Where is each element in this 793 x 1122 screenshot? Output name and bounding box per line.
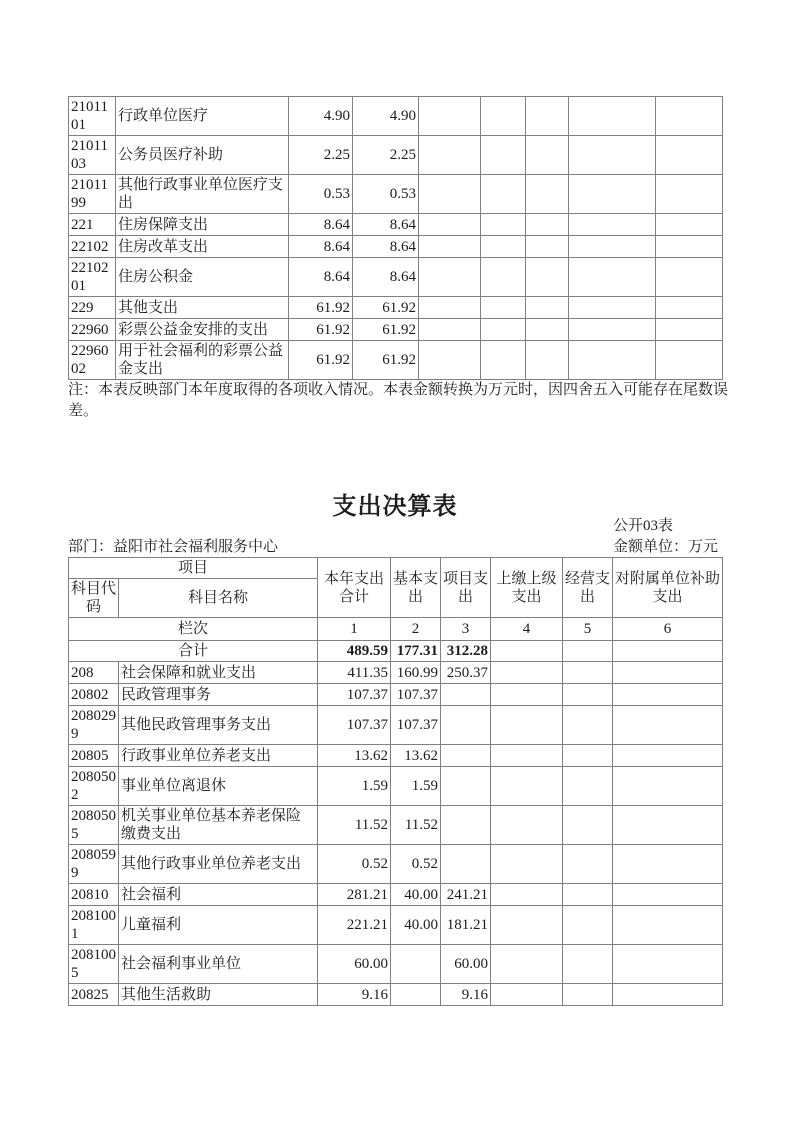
income-table-note: 注：本表反映部门本年度取得的各项收入情况。本表金额转换为万元时，因四舍五入可能存在尾数误差。 (68, 382, 729, 419)
subject-code-cell: 2081001 (69, 906, 119, 945)
value-cell (563, 845, 613, 884)
value-cell (481, 175, 526, 214)
value-cell (656, 214, 723, 236)
value-cell (563, 906, 613, 945)
value-cell (656, 319, 723, 341)
value-cell (441, 706, 491, 745)
value-cell (569, 258, 656, 297)
header-col-subsidy: 对附属单位补助支出 (613, 558, 723, 618)
subject-code-cell: 20805 (69, 745, 119, 767)
value-cell: 8.64 (289, 258, 353, 297)
value-cell (613, 845, 723, 884)
value-cell: 11.52 (391, 806, 441, 845)
header-row-project (69, 558, 723, 579)
subject-code-cell: 208 (69, 662, 119, 684)
subject-name-cell: 住房保障支出 (116, 214, 289, 236)
value-cell: 107.37 (391, 706, 441, 745)
subject-code-cell: 2101101 (69, 97, 116, 136)
value-cell (526, 97, 569, 136)
value-cell (613, 806, 723, 845)
value-cell (613, 984, 723, 1006)
value-cell (569, 297, 656, 319)
value-cell: 8.64 (353, 236, 419, 258)
value-cell: 1.59 (391, 767, 441, 806)
value-cell (526, 214, 569, 236)
table-row (69, 258, 723, 297)
value-cell (419, 297, 481, 319)
value-cell (613, 884, 723, 906)
value-cell: 61.92 (289, 297, 353, 319)
value-cell (656, 136, 723, 175)
table-row (69, 662, 723, 684)
value-cell (569, 319, 656, 341)
value-cell (569, 236, 656, 258)
table-row (69, 341, 723, 380)
value-cell: 250.37 (441, 662, 491, 684)
value-cell: 40.00 (391, 906, 441, 945)
value-cell (441, 767, 491, 806)
value-cell (656, 97, 723, 136)
total-value: 177.31 (391, 641, 441, 662)
value-cell: 107.37 (318, 684, 391, 706)
value-cell (526, 258, 569, 297)
table-row (69, 884, 723, 906)
lane-number: 1 (318, 618, 391, 641)
subject-name-cell: 其他生活救助 (119, 984, 318, 1006)
subject-code-cell: 229 (69, 297, 116, 319)
subject-code-cell: 20810 (69, 884, 119, 906)
value-cell: 0.53 (353, 175, 419, 214)
subject-name-cell: 彩票公益金安排的支出 (116, 319, 289, 341)
value-cell (569, 175, 656, 214)
value-cell (491, 984, 563, 1006)
value-cell (613, 767, 723, 806)
value-cell (491, 945, 563, 984)
value-cell: 61.92 (289, 319, 353, 341)
subject-name-cell: 住房公积金 (116, 258, 289, 297)
subject-name-cell: 其他支出 (116, 297, 289, 319)
value-cell (613, 684, 723, 706)
table-row (69, 906, 723, 945)
column-number-row (69, 618, 723, 641)
value-cell (481, 258, 526, 297)
value-cell (563, 945, 613, 984)
value-cell: 8.64 (289, 214, 353, 236)
value-cell (569, 136, 656, 175)
value-cell (569, 97, 656, 136)
value-cell (656, 341, 723, 380)
value-cell: 160.99 (391, 662, 441, 684)
value-cell (481, 341, 526, 380)
page-title: 支出决算表 (332, 493, 458, 520)
value-cell: 0.52 (391, 845, 441, 884)
total-value (491, 641, 563, 662)
value-cell (613, 745, 723, 767)
subject-name-cell: 社会福利事业单位 (119, 945, 318, 984)
value-cell: 61.92 (353, 319, 419, 341)
value-cell (526, 297, 569, 319)
header-col-upward: 上缴上级支出 (491, 558, 563, 618)
table-row (69, 97, 723, 136)
subject-name-cell: 住房改革支出 (116, 236, 289, 258)
value-cell (441, 745, 491, 767)
value-cell (563, 806, 613, 845)
table-row (69, 767, 723, 806)
subject-code-cell: 20802 (69, 684, 119, 706)
value-cell: 40.00 (391, 884, 441, 906)
value-cell (563, 984, 613, 1006)
value-cell (481, 236, 526, 258)
subject-name-cell: 公务员医疗补助 (116, 136, 289, 175)
value-cell: 61.92 (289, 341, 353, 380)
total-value: 312.28 (441, 641, 491, 662)
value-cell (441, 845, 491, 884)
subject-name-cell: 行政单位医疗 (116, 97, 289, 136)
unit-label: 金额单位：万元 (613, 539, 719, 555)
subject-name-cell: 其他行政事业单位养老支出 (119, 845, 318, 884)
total-label: 合计 (69, 641, 318, 662)
header-project: 项目 (69, 558, 318, 579)
subject-name-cell: 机关事业单位基本养老保险缴费支出 (119, 806, 318, 845)
header-col-operating: 经营支出 (563, 558, 613, 618)
value-cell (563, 767, 613, 806)
value-cell (656, 236, 723, 258)
value-cell (481, 319, 526, 341)
lane-number: 3 (441, 618, 491, 641)
value-cell: 9.16 (318, 984, 391, 1006)
value-cell (656, 258, 723, 297)
table-row (69, 214, 723, 236)
value-cell (526, 136, 569, 175)
value-cell (419, 175, 481, 214)
value-cell (526, 319, 569, 341)
header-col-project-exp: 项目支出 (441, 558, 491, 618)
table-row (69, 297, 723, 319)
header-subject-code: 科目代码 (69, 579, 119, 618)
subject-name-cell: 其他行政事业单位医疗支出 (116, 175, 289, 214)
lane-number: 2 (391, 618, 441, 641)
value-cell (419, 319, 481, 341)
value-cell: 281.21 (318, 884, 391, 906)
subject-name-cell: 儿童福利 (119, 906, 318, 945)
value-cell: 61.92 (353, 341, 419, 380)
value-cell (526, 341, 569, 380)
value-cell (563, 684, 613, 706)
table-row (69, 845, 723, 884)
total-row (69, 641, 723, 662)
subject-code-cell: 2296002 (69, 341, 116, 380)
value-cell (481, 297, 526, 319)
subject-code-cell: 2101199 (69, 175, 116, 214)
subject-name-cell: 用于社会福利的彩票公益金支出 (116, 341, 289, 380)
lane-number: 4 (491, 618, 563, 641)
value-cell (419, 258, 481, 297)
table-row (69, 136, 723, 175)
subject-name-cell: 行政事业单位养老支出 (119, 745, 318, 767)
value-cell (563, 662, 613, 684)
table-row (69, 684, 723, 706)
value-cell (481, 136, 526, 175)
value-cell (419, 214, 481, 236)
value-cell (563, 745, 613, 767)
value-cell: 4.90 (353, 97, 419, 136)
value-cell: 107.37 (318, 706, 391, 745)
value-cell: 0.52 (318, 845, 391, 884)
value-cell: 8.64 (353, 258, 419, 297)
table-row (69, 984, 723, 1006)
subject-code-cell: 2081005 (69, 945, 119, 984)
lane-label: 栏次 (69, 618, 318, 641)
value-cell: 181.21 (441, 906, 491, 945)
department-label: 部门：益阳市社会福利服务中心 (68, 539, 279, 555)
income-table-fragment (68, 96, 723, 380)
value-cell (491, 767, 563, 806)
subject-code-cell: 2210201 (69, 258, 116, 297)
value-cell: 2.25 (289, 136, 353, 175)
subject-code-cell: 221 (69, 214, 116, 236)
value-cell: 4.90 (289, 97, 353, 136)
table-row (69, 236, 723, 258)
value-cell (491, 845, 563, 884)
value-cell (526, 175, 569, 214)
value-cell: 107.37 (391, 684, 441, 706)
header-subject-name: 科目名称 (119, 579, 318, 618)
value-cell (419, 236, 481, 258)
total-value (613, 641, 723, 662)
header-col-basic: 基本支出 (391, 558, 441, 618)
table-row (69, 175, 723, 214)
value-cell (656, 297, 723, 319)
subject-code-cell: 2080502 (69, 767, 119, 806)
total-value (563, 641, 613, 662)
value-cell: 60.00 (318, 945, 391, 984)
value-cell (491, 684, 563, 706)
value-cell (491, 906, 563, 945)
value-cell: 13.62 (318, 745, 391, 767)
value-cell (613, 706, 723, 745)
table-row (69, 806, 723, 845)
value-cell: 9.16 (441, 984, 491, 1006)
value-cell (491, 884, 563, 906)
value-cell (656, 175, 723, 214)
value-cell (419, 136, 481, 175)
total-value: 489.59 (318, 641, 391, 662)
subject-name-cell: 民政管理事务 (119, 684, 318, 706)
subject-code-cell: 22960 (69, 319, 116, 341)
value-cell: 61.92 (353, 297, 419, 319)
value-cell (419, 341, 481, 380)
subject-code-cell: 2080599 (69, 845, 119, 884)
value-cell: 2.25 (353, 136, 419, 175)
value-cell: 411.35 (318, 662, 391, 684)
value-cell: 11.52 (318, 806, 391, 845)
subject-code-cell: 2101103 (69, 136, 116, 175)
value-cell (391, 984, 441, 1006)
value-cell (491, 706, 563, 745)
value-cell: 241.21 (441, 884, 491, 906)
value-cell (481, 97, 526, 136)
table-row (69, 706, 723, 745)
value-cell (391, 945, 441, 984)
value-cell (441, 806, 491, 845)
subject-name-cell: 社会保障和就业支出 (119, 662, 318, 684)
value-cell (419, 97, 481, 136)
subject-code-cell: 2080505 (69, 806, 119, 845)
lane-number: 6 (613, 618, 723, 641)
lane-number: 5 (563, 618, 613, 641)
table-row (69, 745, 723, 767)
value-cell (569, 214, 656, 236)
table-code-label: 公开03表 (613, 518, 674, 534)
value-cell (613, 662, 723, 684)
value-cell (441, 684, 491, 706)
subject-name-cell: 其他民政管理事务支出 (119, 706, 318, 745)
expenditure-table (68, 557, 723, 1006)
value-cell (491, 745, 563, 767)
value-cell (563, 706, 613, 745)
value-cell: 8.64 (353, 214, 419, 236)
value-cell: 221.21 (318, 906, 391, 945)
value-cell (491, 662, 563, 684)
value-cell: 60.00 (441, 945, 491, 984)
value-cell (613, 945, 723, 984)
value-cell (481, 214, 526, 236)
table-row (69, 945, 723, 984)
value-cell: 1.59 (318, 767, 391, 806)
value-cell (569, 341, 656, 380)
subject-name-cell: 社会福利 (119, 884, 318, 906)
header-col-total: 本年支出合计 (318, 558, 391, 618)
subject-code-cell: 20825 (69, 984, 119, 1006)
value-cell (563, 884, 613, 906)
subject-name-cell: 事业单位离退休 (119, 767, 318, 806)
value-cell: 8.64 (289, 236, 353, 258)
value-cell: 0.53 (289, 175, 353, 214)
table-row (69, 319, 723, 341)
value-cell (526, 236, 569, 258)
value-cell (491, 806, 563, 845)
subject-code-cell: 2080299 (69, 706, 119, 745)
value-cell: 13.62 (391, 745, 441, 767)
value-cell (613, 906, 723, 945)
subject-code-cell: 22102 (69, 236, 116, 258)
